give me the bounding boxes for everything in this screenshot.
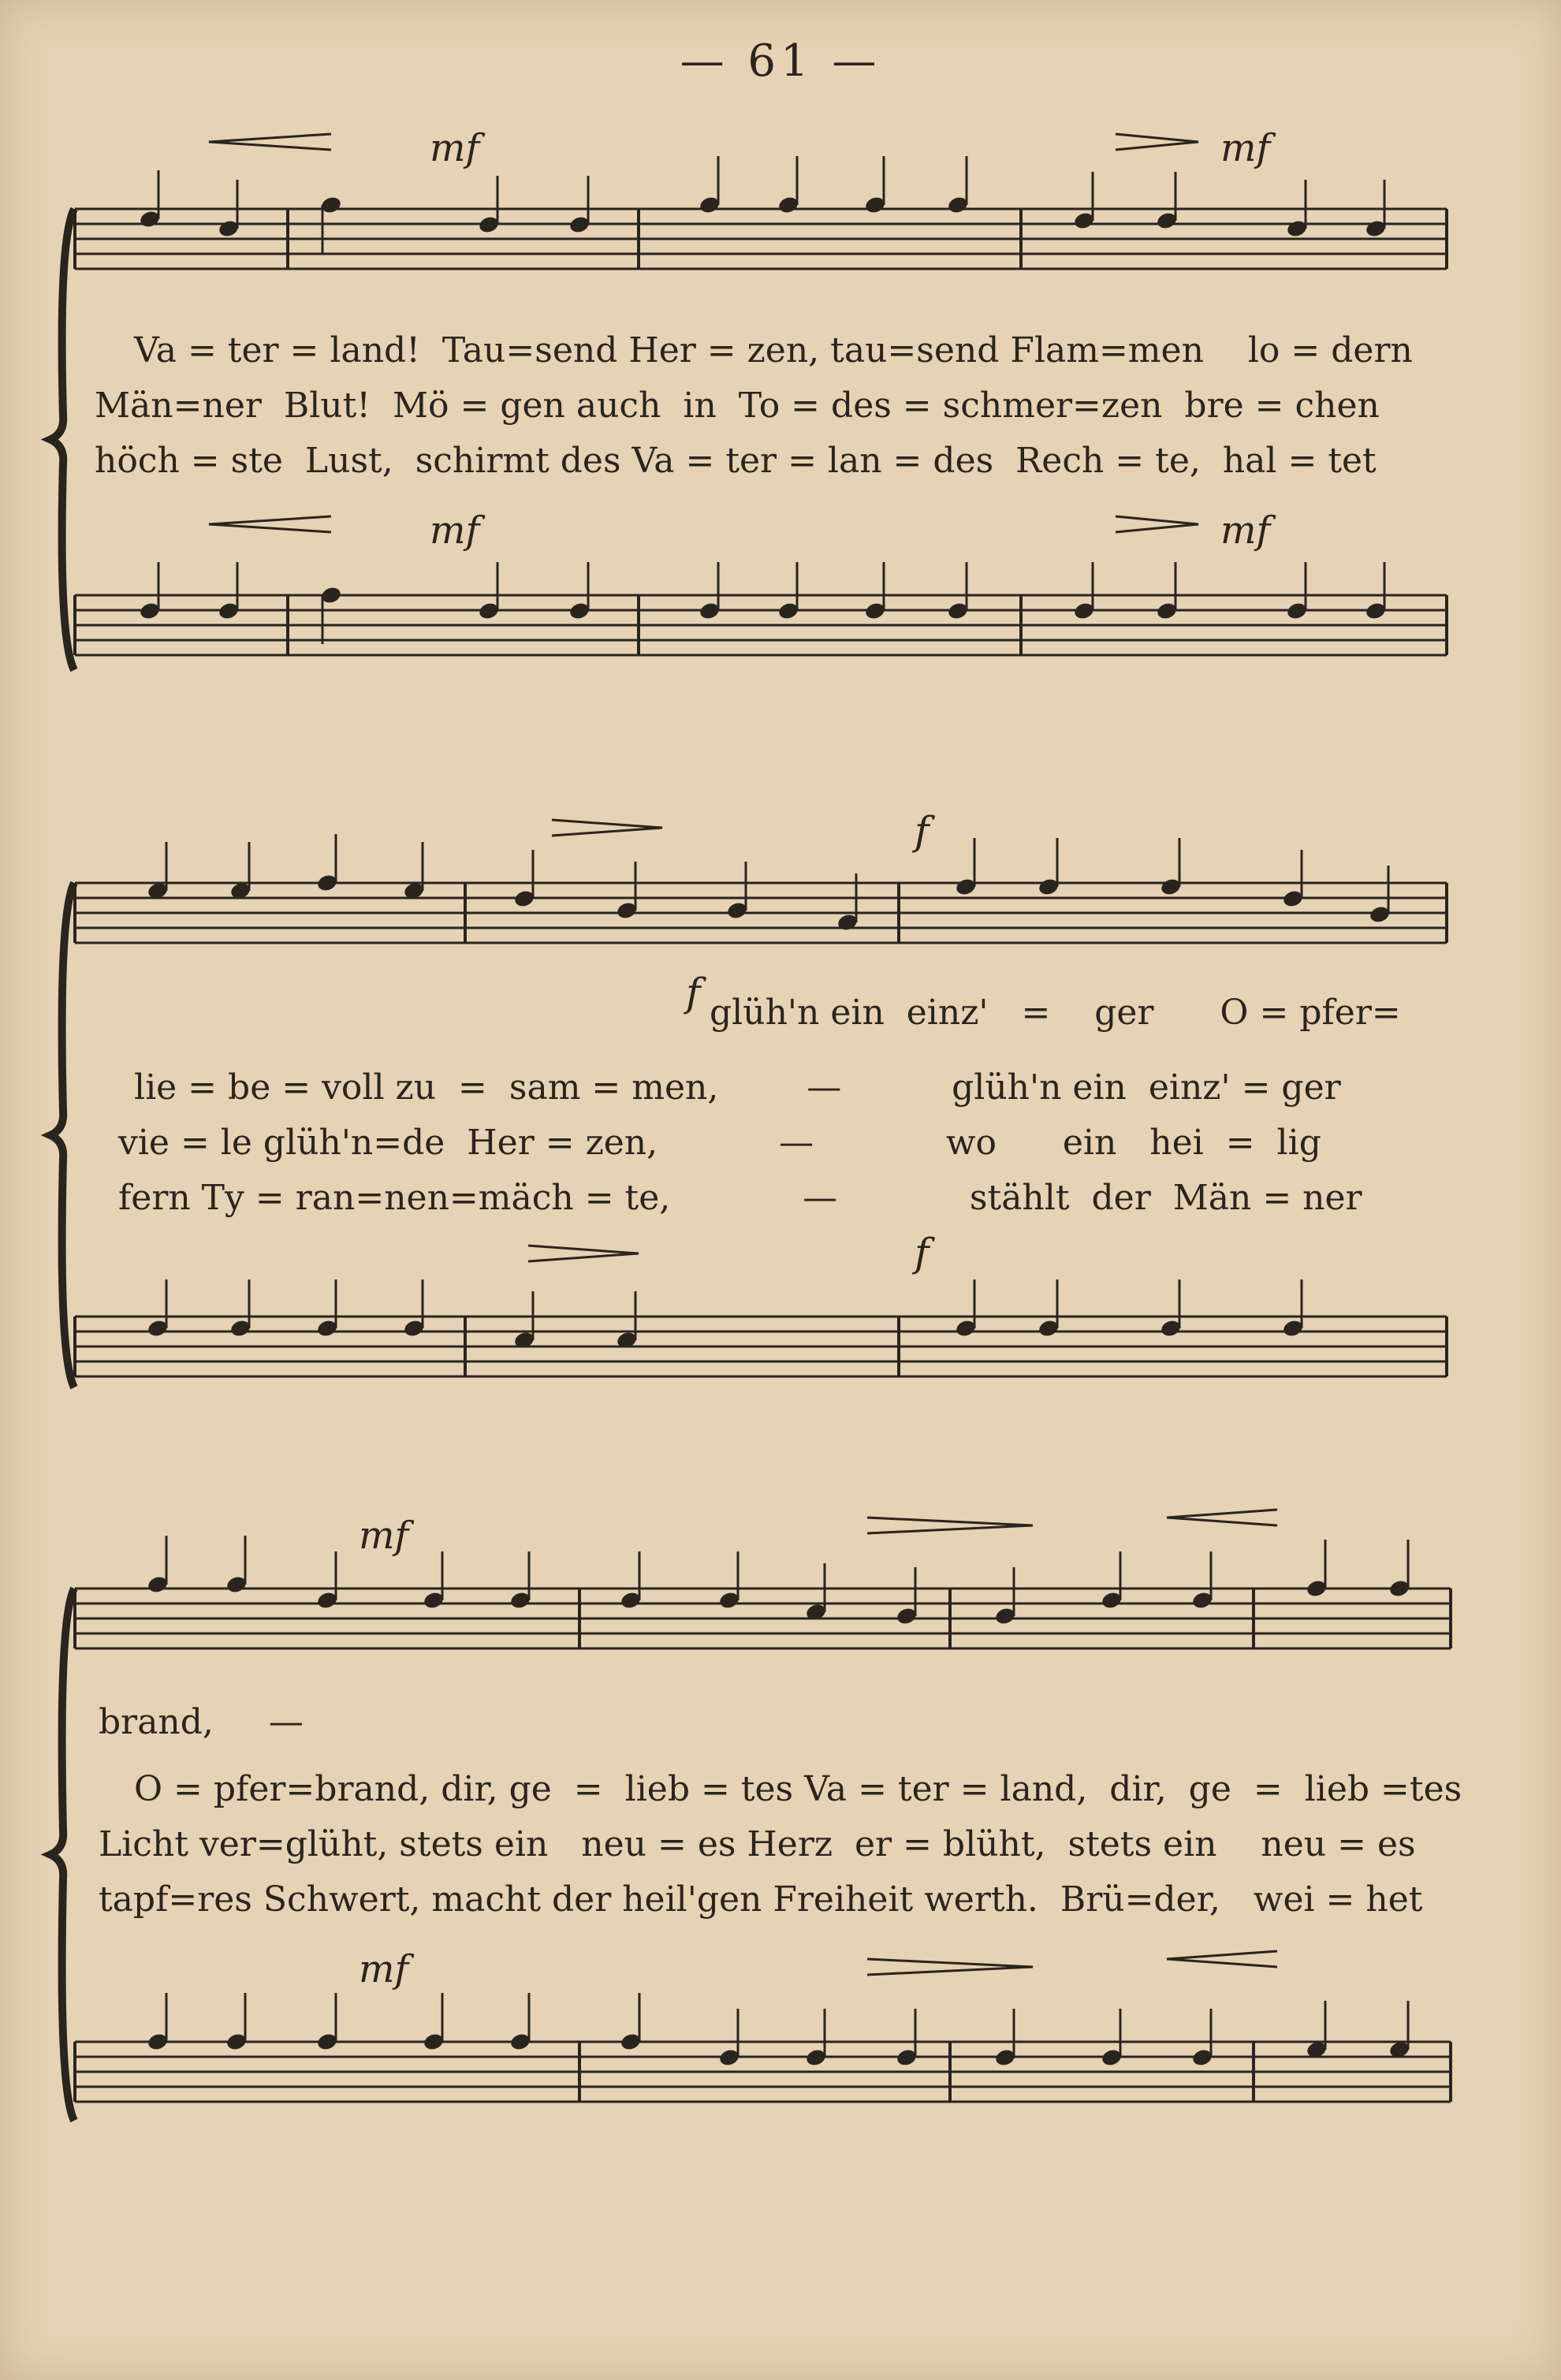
page-number: — 61 — (680, 35, 881, 87)
system3-brace (50, 1589, 74, 2121)
dynamic-mf-2: mf (1220, 126, 1271, 170)
system3-decrescendo (867, 1518, 1033, 1533)
dynamic-mf-6: mf (359, 1947, 409, 1991)
system1-lyric-line-2: Män=ner Blut! Mö = gen auch in To = des = schmer=zen bre = chen (95, 385, 1380, 426)
system1-lower-decrescendo (1116, 516, 1198, 532)
system1-crescendo (209, 134, 331, 150)
system3-first-word: brand, — (99, 1702, 304, 1742)
dynamic-mf-3: mf (430, 508, 480, 553)
system1-decrescendo (1116, 134, 1198, 150)
dynamic-f-1: f (915, 808, 930, 854)
system2-lyric-line-2: vie = le glüh'n=de Her = zen, — wo ein hei = lig (118, 1123, 1321, 1163)
system3-lyric-line-1: O = pfer=brand, dir, ge = lieb = tes Va = ter = land, dir, ge = lieb =tes (134, 1769, 1462, 1809)
dynamic-mf-1: mf (430, 126, 480, 170)
system2-interlude-text: glüh'n ein einz' = ger O = pfer= (710, 993, 1401, 1033)
system3-lyric-line-3: tapf=res Schwert, macht der heil'gen Freiheit werth. Brü=der, wei = het (99, 1879, 1423, 1920)
system3-lyric-line-2: Licht ver=glüht, stets ein neu = es Herz er = blüht, stets ein neu = es (99, 1824, 1416, 1864)
dynamic-mf-5: mf (359, 1514, 409, 1558)
system1-lower-crescendo (209, 516, 331, 532)
system1-lyric-line-3: höch = ste Lust, schirmt des Va = ter = lan = des Rech = te, hal = tet (95, 441, 1377, 481)
system3-crescendo (1167, 1510, 1277, 1525)
system2-decrescendo (552, 820, 662, 836)
system3-lower-decrescendo (867, 1959, 1033, 1975)
dynamic-f-2: f (686, 970, 701, 1015)
system2-brace (50, 883, 74, 1387)
dynamic-f-3: f (915, 1230, 930, 1276)
system2-lower-decrescendo (528, 1246, 639, 1261)
system2-lyric-line-3: fern Ty = ran=nen=mäch = te, — stählt der Män = ner (118, 1178, 1362, 1218)
system3-lower-crescendo (1167, 1951, 1277, 1967)
dynamic-mf-4: mf (1220, 508, 1271, 553)
system1-brace (50, 209, 74, 670)
system1-lyric-line-1: Va = ter = land! Tau=send Her = zen, tau=send Flam=men lo = dern (134, 330, 1413, 371)
system2-lyric-line-1: lie = be = voll zu = sam = men, — glüh'n ein einz' = ger (134, 1067, 1341, 1108)
